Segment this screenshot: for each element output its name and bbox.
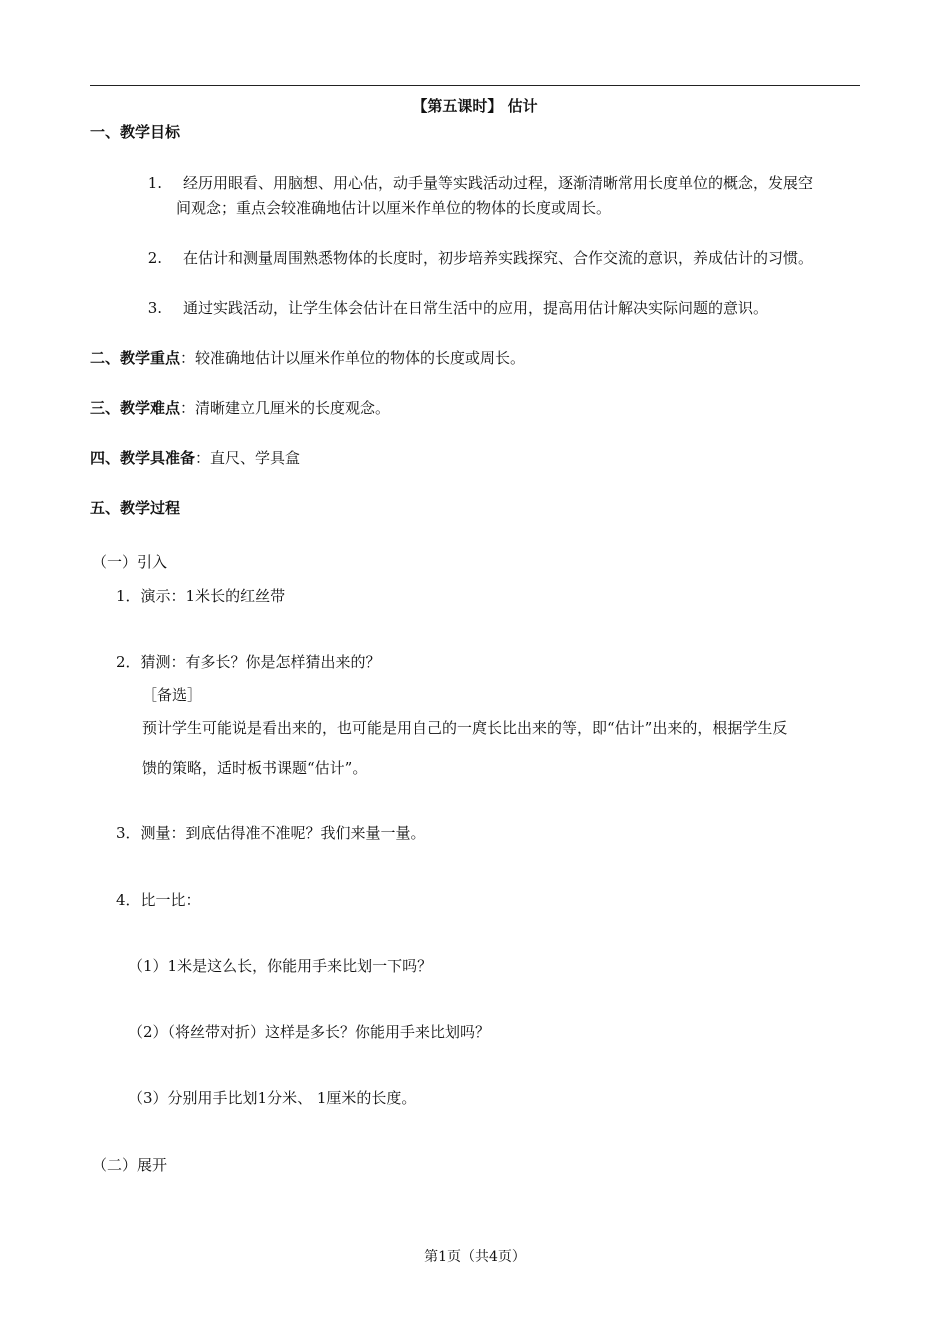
section-materials xyxy=(90,448,300,468)
objective-2-number: 2. xyxy=(147,249,162,267)
lesson-title: 【第五课时】 估计 xyxy=(412,97,538,115)
objective-1-line-1: 经历用眼看、用脑想、用心估，动手量等实践活动过程，逐渐清晰常用长度单位的概念，发展空 xyxy=(183,174,814,192)
step-4: 4．比一比： xyxy=(116,891,201,909)
objective-3-text: 通过实践活动，让学生体会估计在日常生活中的应用，提高用估计解决实际问题的意识。 xyxy=(183,299,769,317)
objective-2-text: 在估计和测量周围熟悉物体的长度时，初步培养实践探究、合作交流的意识，养成估计的习惯。 xyxy=(183,249,814,267)
section-objectives-heading: 一、教学目标 xyxy=(90,123,181,141)
section-difficulties xyxy=(90,398,390,418)
header-rule xyxy=(90,85,860,86)
materials-label: 四、教学具准备 xyxy=(90,449,196,467)
page-footer: 第1页（共4页） xyxy=(424,1249,526,1265)
part-expand: （二）展开 xyxy=(92,1156,168,1174)
step-1: 1．演示：1米长的红丝带 xyxy=(116,587,286,605)
key-points-label: 二、教学重点 xyxy=(90,349,181,367)
alternative-text-line-1: 预计学生可能说是看出来的，也可能是用自己的一庹长比出来的等，即“估计”出来的，根据学生反 xyxy=(142,719,788,737)
objective-1-line-2: 间观念；重点会较准确地估计以厘米作单位的物体的长度或周长。 xyxy=(176,199,612,217)
sub-step-3: （3）分别用手比划1分米、 1厘米的长度。 xyxy=(128,1089,417,1107)
section-process-heading: 五、教学过程 xyxy=(90,499,181,517)
sub-step-1: （1）1米是这么长，你能用手来比划一下吗？ xyxy=(128,957,433,975)
sub-step-2: （2）（将丝带对折）这样是多长？你能用手来比划吗？ xyxy=(128,1023,491,1041)
objective-1-number: 1. xyxy=(147,174,162,192)
part-intro: （一）引入 xyxy=(92,553,168,571)
materials-text: ：直尺、学具盒 xyxy=(195,449,301,467)
difficulties-text: ：清晰建立几厘米的长度观念。 xyxy=(180,399,391,417)
step-3: 3．测量：到底估得准不准呢？我们来量一量。 xyxy=(116,824,426,842)
alternative-label: ［备选］ xyxy=(142,686,203,704)
objective-3-number: 3. xyxy=(147,299,162,317)
step-2: 2．猜测：有多长？你是怎样猜出来的？ xyxy=(116,653,381,671)
alternative-text-line-2: 馈的策略，适时板书课题“估计”。 xyxy=(142,759,368,777)
key-points-text: ：较准确地估计以厘米作单位的物体的长度或周长。 xyxy=(180,349,526,367)
section-key-points xyxy=(90,348,525,368)
difficulties-label: 三、教学难点 xyxy=(90,399,181,417)
